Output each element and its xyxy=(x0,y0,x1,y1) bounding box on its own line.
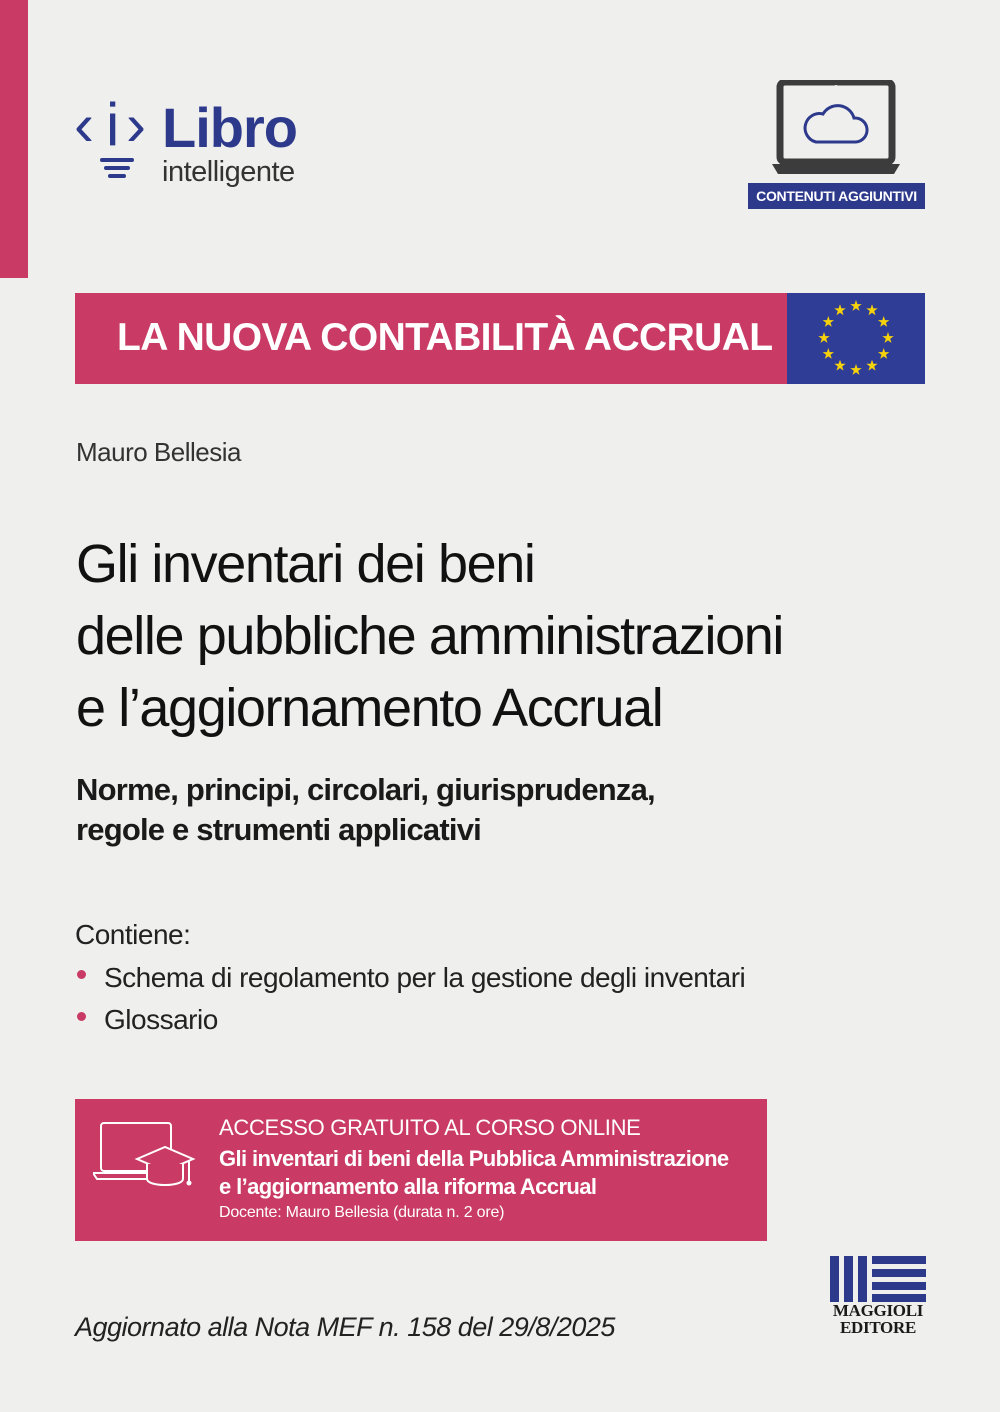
course-title-line: Gli inventari di beni della Pubblica Amministrazione xyxy=(219,1146,729,1171)
list-item-label: Schema di regolamento per la gestione degli inventari xyxy=(104,962,746,993)
logo-word: Libro xyxy=(162,96,297,159)
subtitle-line: Norme, principi, circolari, giurisprudenza, xyxy=(76,772,655,807)
eu-flag-icon xyxy=(787,293,925,384)
bullet-icon xyxy=(77,1012,86,1021)
publisher-name-line1: MAGGIOLI xyxy=(832,1301,924,1320)
publisher-name xyxy=(826,1302,930,1336)
bullet-icon xyxy=(77,970,86,979)
list-item-label: Glossario xyxy=(104,1004,218,1035)
course-title-line: e l’aggiornamento alla riforma Accrual xyxy=(219,1174,597,1199)
online-course-box xyxy=(75,1099,767,1241)
author-name: Mauro Bellesia xyxy=(76,437,241,467)
extras-badge: CONTENUTI AGGIUNTIVI xyxy=(748,183,925,209)
title-line: Gli inventari dei beni xyxy=(76,534,535,594)
series-label: LA NUOVA CONTABILITÀ ACCRUAL xyxy=(117,316,773,359)
title-line: e l’aggiornamento Accrual xyxy=(76,678,663,738)
book-title xyxy=(76,528,976,744)
series-banner xyxy=(75,293,787,384)
title-line: delle pubbliche amministrazioni xyxy=(76,606,783,666)
update-note: Aggiornato alla Nota MEF n. 158 del 29/8/2025 xyxy=(75,1312,615,1342)
lightbulb-icon xyxy=(100,158,134,184)
subtitle-line: regole e strumenti applicativi xyxy=(76,812,481,847)
list-item xyxy=(75,957,745,999)
course-title xyxy=(219,1145,729,1201)
laptop-cloud-icon xyxy=(768,80,904,180)
book-subtitle xyxy=(76,770,976,850)
publisher-name-line2: EDITORE xyxy=(839,1318,916,1337)
logo-subtitle: intelligente xyxy=(162,156,295,188)
logo-bracket-close: › xyxy=(126,91,146,158)
course-heading: ACCESSO GRATUITO AL CORSO ONLINE xyxy=(219,1115,641,1140)
laptop-graduation-cap-icon xyxy=(93,1117,197,1201)
logo-bracket-open: ‹ xyxy=(74,91,94,158)
contents-heading: Contiene: xyxy=(75,919,191,950)
publisher-logo xyxy=(826,1256,930,1342)
logo-letter-i: i xyxy=(106,91,120,158)
contents-list xyxy=(75,957,745,1041)
left-accent-strip xyxy=(0,0,28,278)
publisher-mark-icon xyxy=(830,1256,926,1302)
ilibro-logo xyxy=(74,92,314,202)
list-item xyxy=(75,999,745,1041)
course-teacher: Docente: Mauro Bellesia (durata n. 2 ore) xyxy=(219,1204,505,1221)
